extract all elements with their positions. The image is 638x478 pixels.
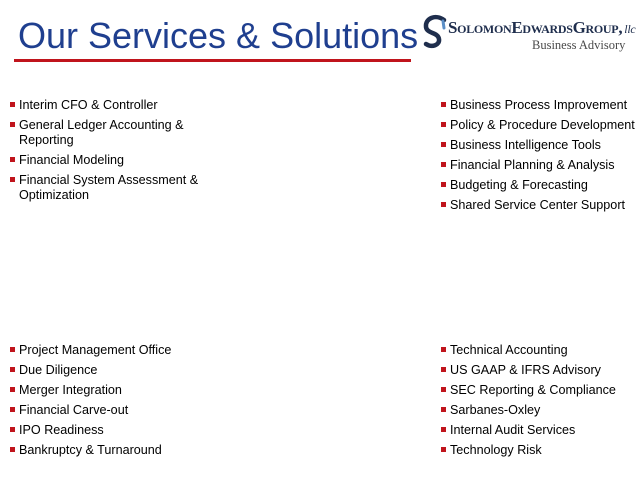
list-item: Policy & Procedure Development <box>440 118 638 133</box>
logo-llc: llc <box>624 22 636 36</box>
list-item: Financial Carve-out <box>9 403 219 418</box>
list-item: Business Process Improvement <box>440 98 638 113</box>
list-item: Bankruptcy & Turnaround <box>9 443 219 458</box>
list-item: US GAAP & IFRS Advisory <box>440 363 638 378</box>
list-item: Project Management Office <box>9 343 219 358</box>
list-item: General Ledger Accounting & Reporting <box>9 118 219 148</box>
services-list-bottom-left <box>9 343 219 463</box>
se-mark-icon <box>422 14 448 50</box>
list-item: Budgeting & Forecasting <box>440 178 638 193</box>
list-item: IPO Readiness <box>9 423 219 438</box>
list-item: Sarbanes-Oxley <box>440 403 638 418</box>
services-list-top-right <box>440 98 638 218</box>
list-item: SEC Reporting & Compliance <box>440 383 638 398</box>
services-list-bottom-right <box>440 343 638 463</box>
logo-company-name <box>448 18 635 38</box>
list-item: Technical Accounting <box>440 343 638 358</box>
list-item: Shared Service Center Support <box>440 198 638 213</box>
slide-title: Our Services & Solutions <box>18 15 419 56</box>
logo-tagline: Business Advisory <box>532 38 626 52</box>
list-item: Due Diligence <box>9 363 219 378</box>
list-item: Technology Risk <box>440 443 638 458</box>
list-item: Financial Modeling <box>9 153 219 168</box>
logo-name-text: SolomonEdwardsGroup, <box>448 18 623 37</box>
list-item: Merger Integration <box>9 383 219 398</box>
list-item: Interim CFO & Controller <box>9 98 219 113</box>
list-item: Financial System Assessment & Optimization <box>9 173 219 203</box>
title-underline <box>14 59 411 62</box>
company-logo <box>422 12 636 58</box>
list-item: Business Intelligence Tools <box>440 138 638 153</box>
list-item: Financial Planning & Analysis <box>440 158 638 173</box>
services-list-top-left <box>9 98 219 208</box>
list-item: Internal Audit Services <box>440 423 638 438</box>
